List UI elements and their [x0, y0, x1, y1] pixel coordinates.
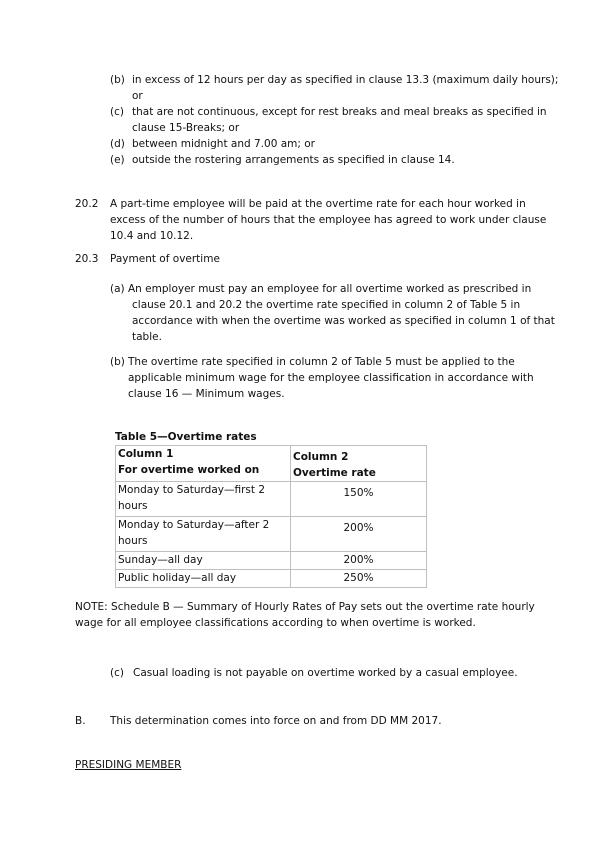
- clause-c-label: (c): [110, 667, 124, 679]
- table-row: [116, 570, 427, 588]
- clause-20-3-b-label: (b): [110, 356, 125, 368]
- day-line-2: hours: [118, 535, 148, 547]
- clause-c-text: Casual loading is not payable on overtime worked by a casual employee.: [133, 667, 518, 679]
- clause-B-label: B.: [75, 715, 86, 727]
- col2-header-line-2: Overtime rate: [293, 467, 376, 479]
- table-cell-day: [116, 482, 291, 517]
- day-line-1: Sunday—all day: [118, 554, 203, 566]
- clause-20-3-a-line-1: An employer must pay an employee for all overtime worked as prescribed in: [128, 283, 532, 295]
- list-item-c-label: (c): [110, 106, 124, 118]
- table-row: [116, 517, 427, 552]
- presiding-member-signature: PRESIDING MEMBER: [75, 759, 182, 771]
- list-item-c-line-1: that are not continuous, except for rest breaks and meal breaks as specified in: [132, 106, 547, 118]
- list-item-e-label: (e): [110, 154, 125, 166]
- clause-20-3-a-label: (a): [110, 283, 125, 295]
- table-cell-day: [116, 570, 291, 588]
- clause-20-3-a-line-4: table.: [132, 331, 162, 343]
- clause-B-text: This determination comes into force on and from DD MM 2017.: [110, 715, 442, 727]
- list-item-c-line-2: clause 15-Breaks; or: [132, 122, 240, 134]
- clause-20-2-line-2: excess of the number of hours that the employee has agreed to work under clause: [110, 214, 547, 226]
- clause-20-3-a-line-2: clause 20.1 and 20.2 the overtime rate specified in column 2 of Table 5 in: [132, 299, 521, 311]
- clause-20-2-number: 20.2: [75, 198, 99, 210]
- table-cell-rate: 150%: [291, 482, 427, 517]
- col1-header-line-2: For overtime worked on: [118, 464, 260, 476]
- table-cell-rate: 250%: [291, 570, 427, 588]
- day-line-1: Public holiday—all day: [118, 572, 237, 584]
- note-line-2: wage for all employee classifications according to when overtime is worked.: [75, 617, 476, 629]
- list-item-b-label: (b): [110, 74, 125, 86]
- table-caption: Table 5—Overtime rates: [115, 431, 257, 443]
- list-item-d-label: (d): [110, 138, 125, 150]
- table-row: [116, 552, 427, 570]
- list-item-d-line-1: between midnight and 7.00 am; or: [132, 138, 315, 150]
- table-cell-day: [116, 552, 291, 570]
- table-cell-rate: 200%: [291, 517, 427, 552]
- clause-20-3-heading: Payment of overtime: [110, 253, 220, 265]
- clause-20-2-line-1: A part-time employee will be paid at the overtime rate for each hour worked in: [110, 198, 526, 210]
- clause-20-3-b-line-1: The overtime rate specified in column 2 of Table 5 must be applied to the: [128, 356, 515, 368]
- clause-20-2-line-3: 10.4 and 10.12.: [110, 230, 194, 242]
- clause-20-3-a-line-3: accordance with when the overtime was worked as specified in column 1 of that: [132, 315, 555, 327]
- list-item-b-line-1: in excess of 12 hours per day as specified in clause 13.3 (maximum daily hours);: [132, 74, 559, 86]
- overtime-rates-table: [115, 445, 427, 588]
- day-line-1: Monday to Saturday—first 2: [118, 484, 266, 496]
- table-cell-day: [116, 517, 291, 552]
- table-header-col2: [291, 446, 427, 482]
- col1-header-line-1: Column 1: [118, 448, 174, 460]
- list-item-e-line-1: outside the rostering arrangements as specified in clause 14.: [132, 154, 455, 166]
- table-cell-rate: 200%: [291, 552, 427, 570]
- clause-20-3-number: 20.3: [75, 253, 99, 265]
- table-header-row: [116, 446, 427, 482]
- day-line-1: Monday to Saturday—after 2: [118, 519, 270, 531]
- clause-20-3-b-line-2: applicable minimum wage for the employee classification in accordance with: [128, 372, 534, 384]
- table-header-col1: [116, 446, 291, 482]
- day-line-2: hours: [118, 500, 148, 512]
- clause-20-3-b-line-3: clause 16 — Minimum wages.: [128, 388, 285, 400]
- col2-header-line-1: Column 2: [293, 451, 349, 463]
- table-row: [116, 482, 427, 517]
- note-line-1: NOTE: Schedule B — Summary of Hourly Rates of Pay sets out the overtime rate hourly: [75, 601, 535, 613]
- list-item-b-line-2: or: [132, 90, 143, 102]
